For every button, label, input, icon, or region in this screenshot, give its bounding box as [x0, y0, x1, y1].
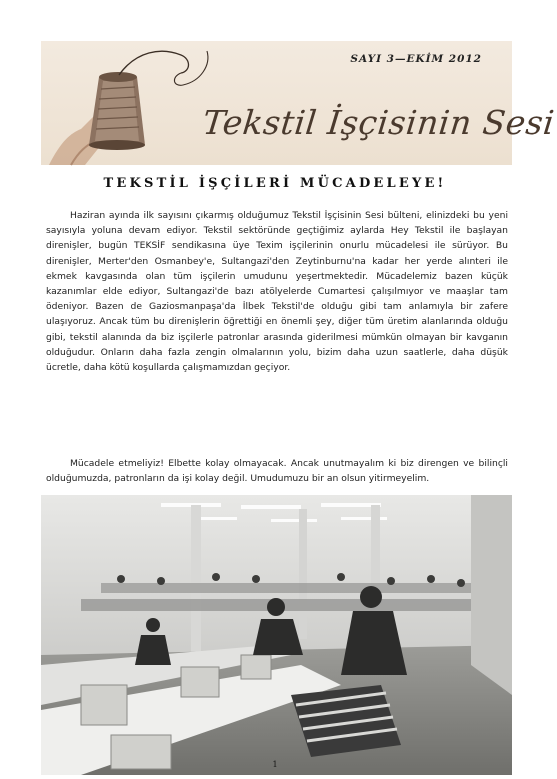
article-paragraph	[46, 208, 508, 375]
issue-label: SAYI 3—EKİM 2012	[350, 53, 482, 65]
paragraph-text: Mücadele etmeliyiz! Elbette kolay olmayacak. Ancak unutmayalım ki biz direngen ve bilinçli olduğumuzda, patronların da işi kolay değil. Umudumuzu bir an olsun yitirmeyelim.	[46, 458, 508, 485]
article-paragraph	[46, 456, 508, 486]
sewing-workers-image	[41, 495, 512, 775]
masthead-banner	[41, 41, 557, 165]
newsletter-title: Tekstil İşçisinin Sesi	[200, 103, 557, 142]
article-headline: TEKSTİL İŞÇİLERİ MÜCADELEYE!	[103, 176, 447, 191]
factory-floor-photo	[41, 495, 512, 775]
page-number: 1	[272, 760, 278, 769]
paragraph-text: Haziran ayında ilk sayısını çıkarmış olduğumuz Tekstil İşçisinin Sesi bülteni, elinizdeki bu yeni sayısıyla yoluna devam ediyor. Tekstil sektöründe geçtiğimiz aylarda Hey Tekstil ile başlayan direnişler, bugün TEKSİF sendikasına üye Texim işçilerinin onurlu mücadelesi ile sürüyor. Bu direnişler, Merter'den Osmanbey'e, Sultangazi'den Zeytinburnu'na kadar her yerde alınteri ile ekmek kavgasında olan tüm işçilerin umudunu yeşertmektedir. Mücadelemiz bazen küçük kazanımlar elde ediyor, Sultangazi'de bazı atölyelerde Cumartesi çalışılmıyor ve maaşlar tam ödeniyor. Bazen de Gaziosmanpaşa'da İlbek Tekstil'de olduğu gibi tam anlamıyla bir zafere ulaşıyoruz. Ancak tüm bu direnişlerin öğrettiği en önemli şey, diğer tüm üretim alanlarında olduğu gibi, tekstil alanında da biz işçilerle patronlar arasında giderilmesi mümkün olmayan bir kavganın olduğudur. Onların daha fazla zengin olmalarının yolu, bizim daha uzun saatlerle, daha düşük ücretle, daha kötü koşullarda çalışmamızdan geçiyor.	[46, 210, 508, 374]
